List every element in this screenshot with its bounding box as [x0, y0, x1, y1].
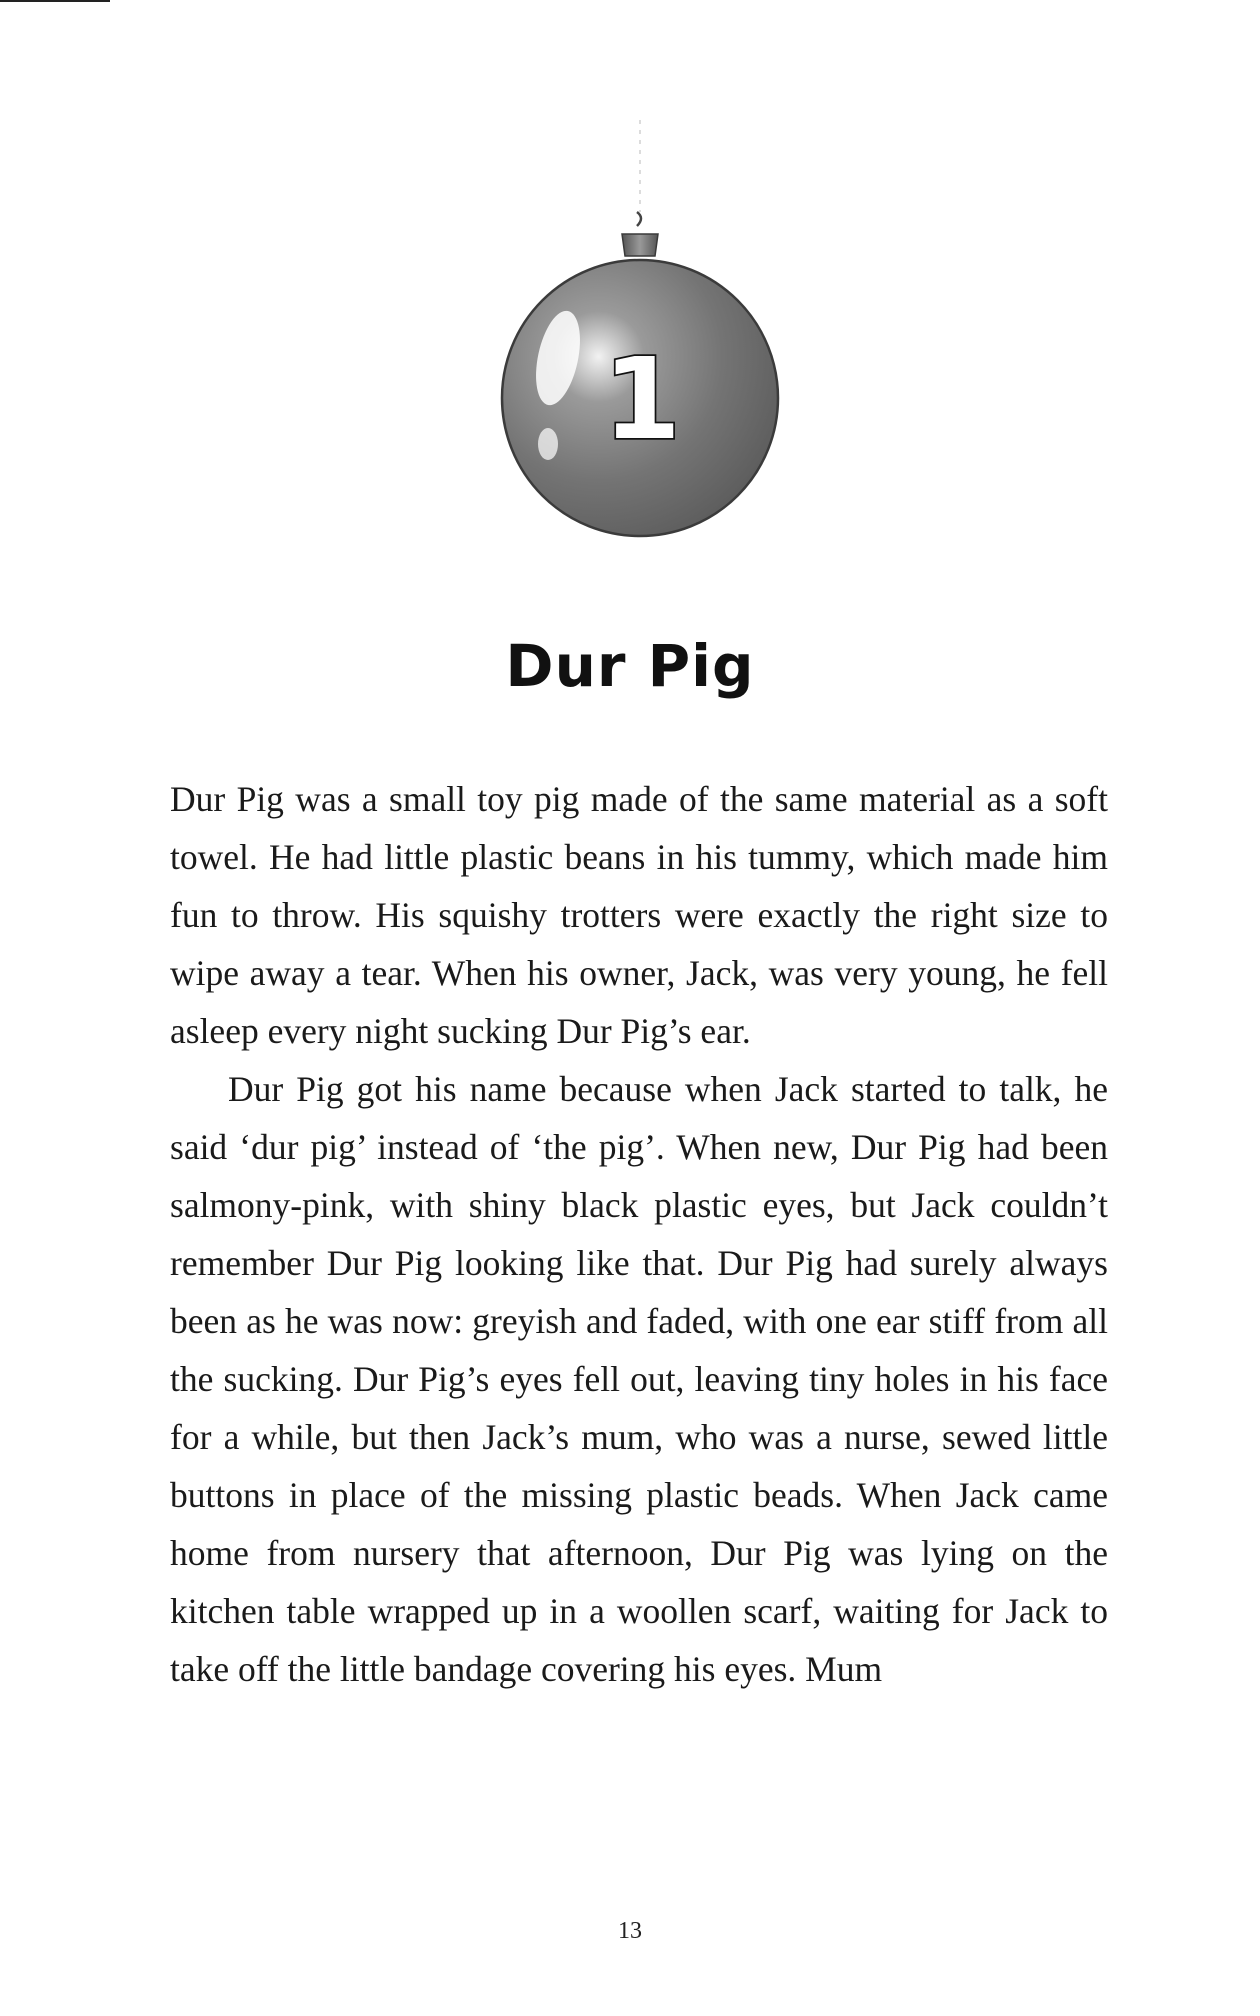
corner-rule — [0, 0, 110, 2]
paragraph: Dur Pig was a small toy pig made of the same material as a soft towel. He had little plastic beans in his tummy, which made him fun to throw. His squishy trotters were exactly the right size to wipe away a tear. When his owner, Jack, was very young, he fell asleep every night sucking Dur Pig’s ear. — [170, 779, 1108, 1051]
chapter-number: 1 — [603, 335, 681, 465]
page-number: 13 — [618, 1918, 642, 1944]
chapter-ornament — [500, 120, 790, 600]
paragraph: Dur Pig got his name because when Jack started to talk, he said ‘dur pig’ instead of ‘the pig’. When new, Dur Pig had been salmony-pink, with shiny black plastic eyes, but Jack couldn’t remember Dur Pig looking like that. Dur Pig had surely always been as he was now: greyish and faded, with one ear stiff from all the sucking. Dur Pig’s eyes fell out, leaving tiny holes in his face for a while, but then Jack’s mum, who was a nurse, sewed little buttons in place of the missing plastic beads. When Jack came home from nursery that afternoon, Dur Pig was lying on the kitchen table wrapped up in a woollen scarf, waiting for Jack to take off the little bandage covering his eyes. Mum — [170, 1069, 1108, 1689]
body-text — [170, 770, 1108, 1698]
chapter-title: Dur Pig — [505, 632, 755, 700]
bauble-icon — [500, 120, 790, 600]
